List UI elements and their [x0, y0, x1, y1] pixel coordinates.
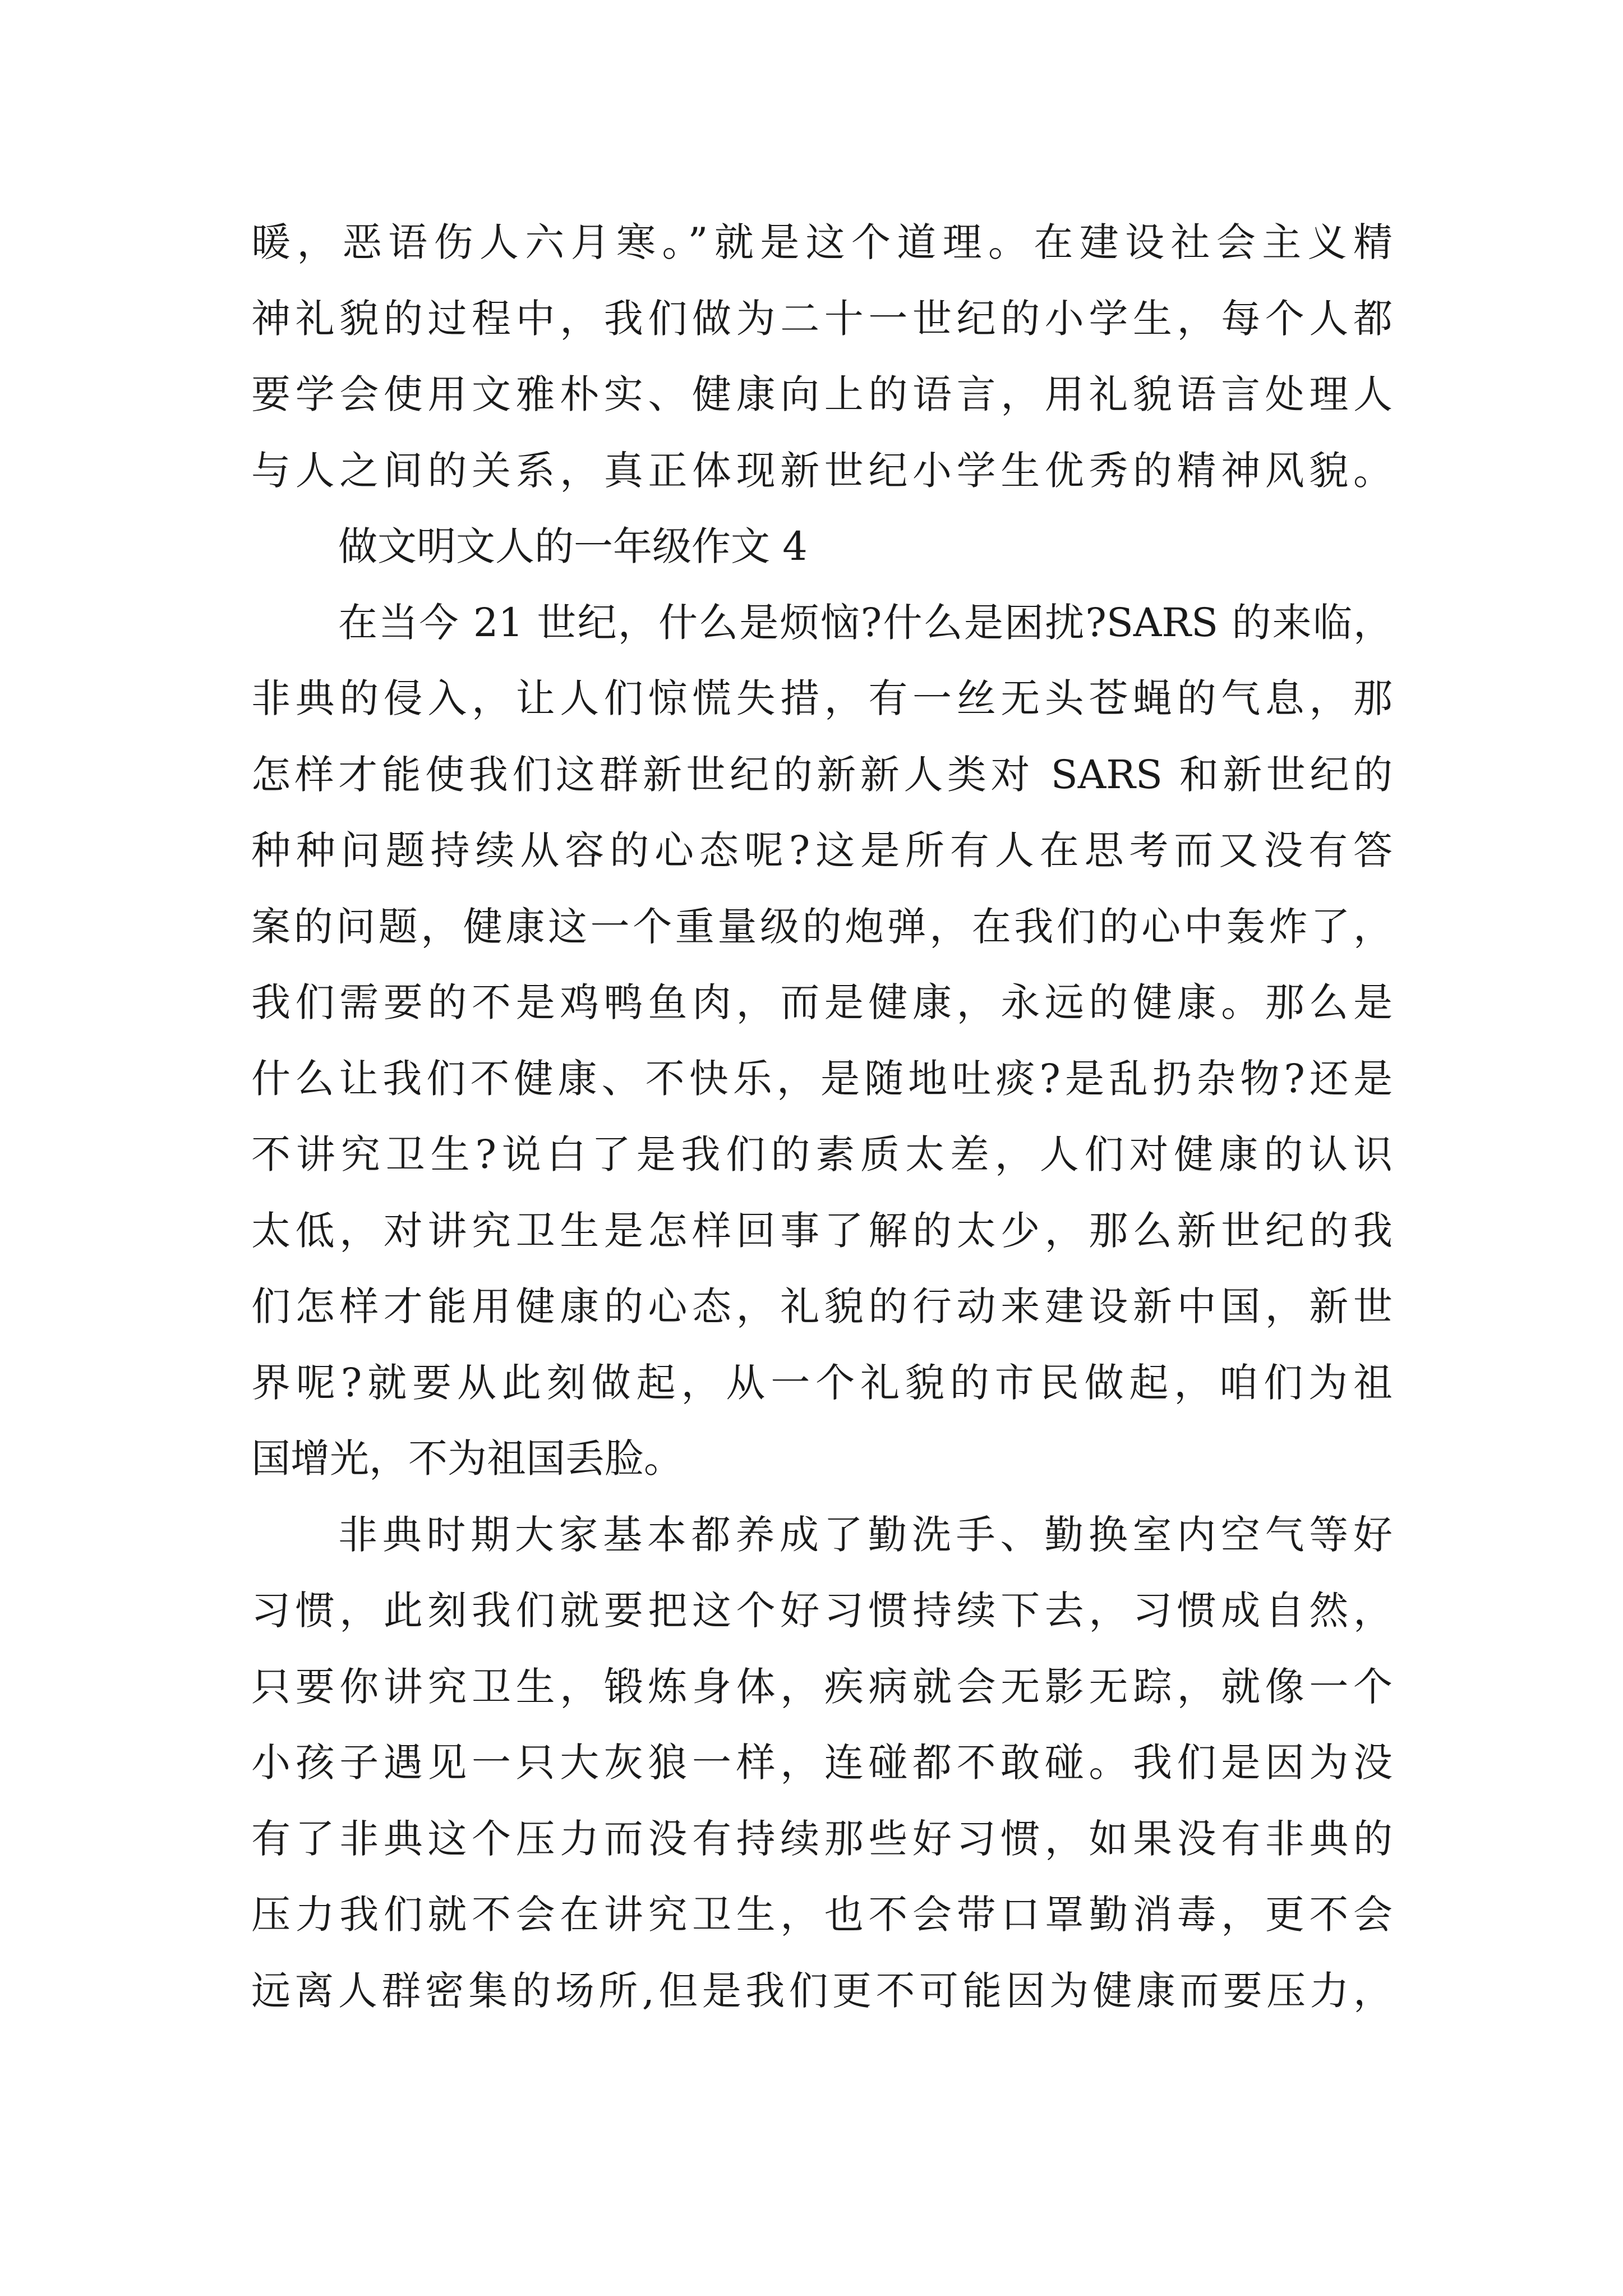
paragraph-line: 国增光，不为祖国丢脸。 — [251, 1435, 683, 1481]
paragraph-line: 小孩子遇见一只大灰狼一样，连碰都不敢碰。我们是因为没 — [251, 1740, 1393, 1786]
paragraph-line: 怎样才能使我们这群新世纪的新新人类对 SARS 和新世纪的 — [251, 751, 1393, 798]
paragraph-line: 只要你讲究卫生，锻炼身体，疾病就会无影无踪，就像一个 — [251, 1663, 1393, 1710]
paragraph-line: 压力我们就不会在讲究卫生，也不会带口罩勤消毒，更不会 — [251, 1892, 1393, 1938]
paragraph-line: 我们需要的不是鸡鸭鱼肉，而是健康，永远的健康。那么是 — [251, 979, 1393, 1025]
paragraph-line: 太低，对讲究卫生是怎样回事了解的太少，那么新世纪的我 — [251, 1207, 1393, 1254]
paragraph-line: 与人之间的关系，真正体现新世纪小学生优秀的精神风貌。 — [251, 447, 1393, 494]
paragraph-line: 非典时期大家基本都养成了勤洗手、勤换室内空气等好 — [338, 1511, 1393, 1558]
paragraph-line: 要学会使用文雅朴实、健康向上的语言，用礼貌语言处理人 — [251, 371, 1393, 417]
paragraph-line: 在当今 21 世纪，什么是烦恼?什么是困扰?SARS 的来临， — [338, 599, 1393, 646]
paragraph-line: 界呢?就要从此刻做起，从一个礼貌的市民做起，咱们为祖 — [251, 1359, 1393, 1406]
paragraph-line: 神礼貌的过程中，我们做为二十一世纪的小学生，每个人都 — [251, 295, 1393, 342]
paragraph-line: 不讲究卫生?说白了是我们的素质太差，人们对健康的认识 — [251, 1131, 1393, 1177]
paragraph-line: 种种问题持续从容的心态呢?这是所有人在思考而又没有答 — [251, 827, 1393, 873]
paragraph-line: 习惯，此刻我们就要把这个好习惯持续下去，习惯成自然， — [251, 1588, 1393, 1634]
paragraph-line: 什么让我们不健康、不快乐，是随地吐痰?是乱扔杂物?还是 — [251, 1055, 1393, 1102]
paragraph-line: 案的问题，健康这一个重量级的炮弹，在我们的心中轰炸了， — [251, 903, 1393, 950]
paragraph-line: 有了非典这个压力而没有持续那些好习惯，如果没有非典的 — [251, 1815, 1393, 1862]
paragraph-line: 远离人群密集的场所,但是我们更不可能因为健康而要压力， — [251, 1967, 1393, 2014]
paragraph-line: 非典的侵入，让人们惊慌失措，有一丝无头苍蝇的气息，那 — [251, 675, 1393, 721]
paragraph-line: 们怎样才能用健康的心态，礼貌的行动来建设新中国，新世 — [251, 1283, 1393, 1329]
section-heading: 做文明文人的一年级作文 4 — [338, 523, 808, 569]
document-body — [251, 205, 1393, 2029]
paragraph-line: 暖，恶语伤人六月寒。”就是这个道理。在建设社会主义精 — [251, 219, 1393, 265]
